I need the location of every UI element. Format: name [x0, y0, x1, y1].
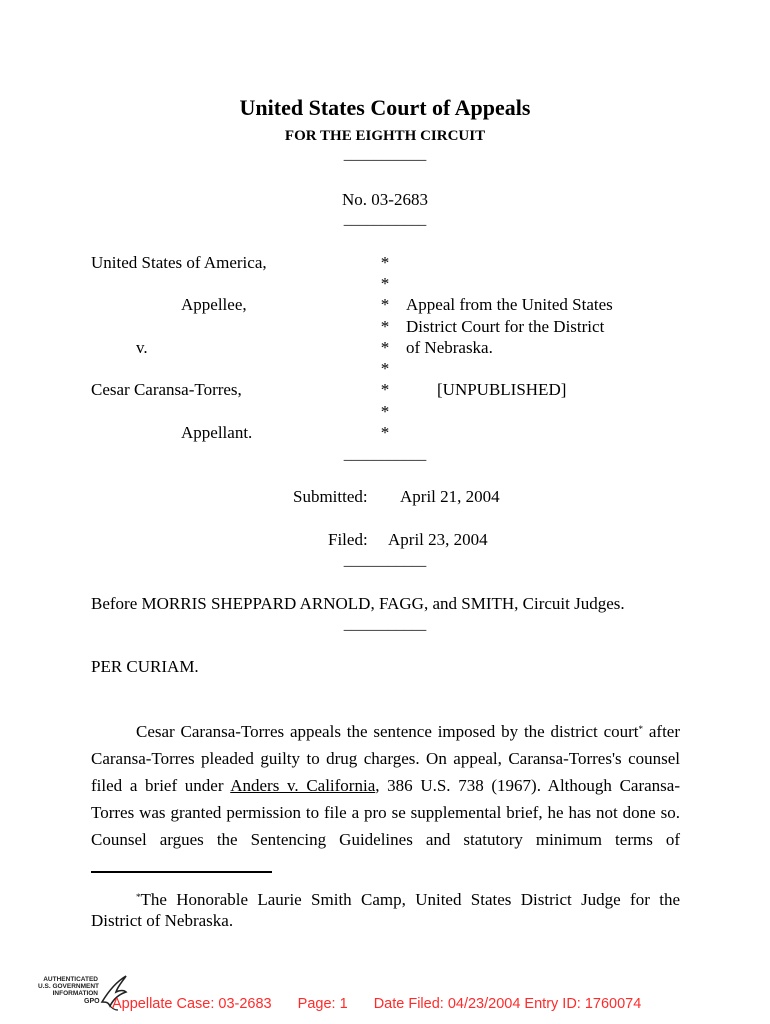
- unpublished-label: [UNPUBLISHED]: [437, 380, 567, 399]
- footnote-mark: *: [136, 892, 141, 902]
- footnote-text: The Honorable Laurie Smith Camp, United States District Judge for the District of Nebraska.: [91, 890, 680, 930]
- paragraph-text: , 386 U.S. 738 (1967). Although Caransa-: [375, 776, 680, 795]
- paragraph-text: Cesar Caransa-Torres appeals the sentence imposed by the district court: [136, 722, 639, 741]
- filed-date: April 23, 2004: [388, 530, 488, 549]
- appeal-line-2: District Court for the District: [406, 317, 605, 336]
- paragraph-line: [91, 772, 680, 799]
- defendant-role: Appellant.: [181, 423, 253, 442]
- versus: v.: [136, 338, 148, 357]
- caption-star: *: [380, 338, 390, 357]
- divider-rule: ___________: [343, 447, 427, 463]
- plaintiff-name: United States of America,: [91, 253, 267, 272]
- footer-filed: Date Filed: 04/23/2004 Entry ID: 1760074: [373, 996, 642, 1012]
- gpo-logo-line: U.S. GOVERNMENT: [38, 983, 100, 990]
- defendant-name: Cesar Caransa-Torres,: [91, 380, 242, 399]
- plaintiff-role: Appellee,: [181, 295, 247, 314]
- circuit-subtitle: FOR THE EIGHTH CIRCUIT: [284, 128, 486, 144]
- case-number: No. 03-2683: [342, 190, 428, 209]
- paragraph-line: Counsel argues the Sentencing Guidelines and statutory minimum terms of: [91, 830, 680, 849]
- filed-label: Filed:: [328, 530, 368, 549]
- divider-rule: ___________: [343, 617, 427, 633]
- submitted-label: Submitted:: [293, 487, 368, 506]
- caption-star: *: [380, 380, 390, 399]
- caption-star: *: [380, 274, 390, 293]
- caption-star: *: [380, 359, 390, 378]
- gpo-mark: GPO: [84, 998, 100, 1005]
- court-title: United States Court of Appeals: [239, 95, 531, 120]
- gpo-logo-line: AUTHENTICATED: [43, 976, 98, 983]
- appeal-line-3: of Nebraska.: [406, 338, 493, 357]
- footnote-ref: *: [638, 724, 644, 734]
- page-footer: [112, 996, 641, 1012]
- paragraph-line: Caransa-Torres pleaded guilty to drug charges. On appeal, Caransa-Torres's counsel: [91, 749, 680, 768]
- paragraph-line: Torres was granted permission to file a pro se supplemental brief, he has not done so.: [91, 803, 680, 822]
- appeal-line-1: Appeal from the United States: [406, 295, 613, 314]
- divider-rule: ___________: [343, 553, 427, 569]
- paragraph-line: [91, 718, 680, 745]
- caption-star: *: [380, 253, 390, 272]
- caption-star: *: [380, 402, 390, 421]
- submitted-date: April 21, 2004: [400, 487, 500, 506]
- divider-rule: ___________: [343, 147, 427, 163]
- footnote: [91, 889, 680, 931]
- opinion-paragraph: [91, 718, 680, 853]
- caption-star: *: [380, 295, 390, 314]
- panel-judges: Before MORRIS SHEPPARD ARNOLD, FAGG, and SMITH, Circuit Judges.: [91, 594, 625, 613]
- footer-page: Page: 1: [297, 996, 348, 1012]
- divider-rule: ___________: [343, 212, 427, 228]
- gpo-logo-line: INFORMATION: [52, 990, 98, 997]
- paragraph-text: after: [648, 722, 680, 741]
- footnote-rule: [91, 871, 272, 873]
- per-curiam: PER CURIAM.: [91, 657, 199, 676]
- case-citation: Anders v. California: [230, 776, 376, 795]
- caption-star: *: [380, 423, 390, 442]
- footer-case: Appellate Case: 03-2683: [112, 996, 272, 1012]
- caption-star: *: [380, 317, 390, 336]
- paragraph-text: filed a brief under: [91, 776, 224, 795]
